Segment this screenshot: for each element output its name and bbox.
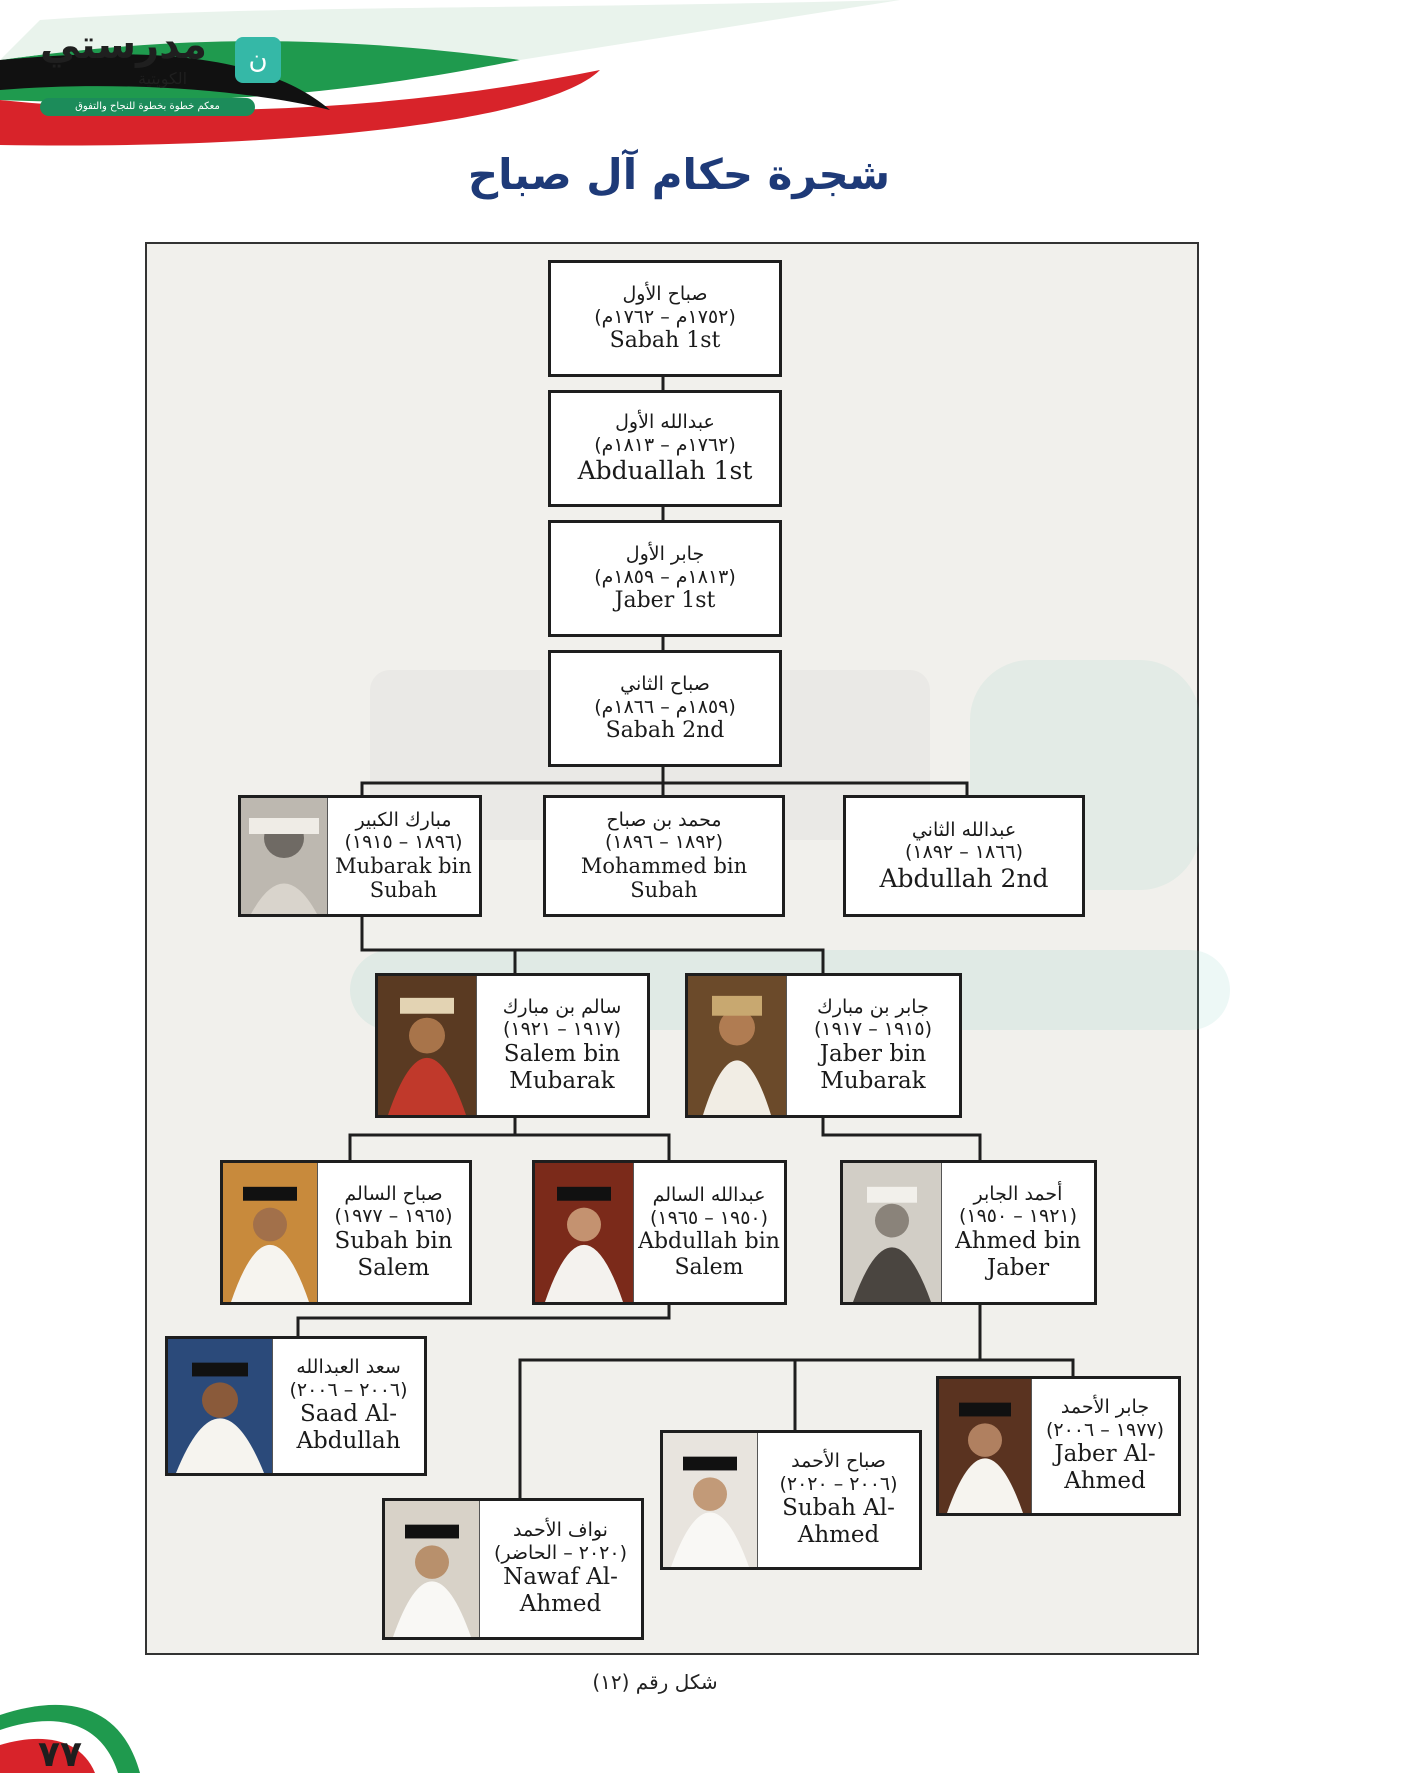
ruler-box-sabah-1st[interactable] <box>548 260 782 377</box>
ruler-name-en: Jaber bin Mubarak <box>819 1040 927 1094</box>
portrait-photo <box>535 1163 634 1302</box>
page-number-band <box>0 1695 170 1773</box>
ruler-years: (١٩٦٥ – ١٩٧٧) <box>334 1205 453 1228</box>
ruler-years: (١٩٧٧ – ٢٠٠٦) <box>1045 1418 1165 1441</box>
ruler-name-ar: جابر بن مبارك <box>817 995 929 1018</box>
ruler-box-abdullah-2nd[interactable] <box>843 795 1085 917</box>
portrait-photo <box>688 976 787 1115</box>
page-title: شجرة حكام آل صباح <box>467 150 891 199</box>
ruler-years: (١٩٢١ – ١٩٥٠) <box>958 1205 1078 1228</box>
ruler-name-en: Sabah 2nd <box>605 717 725 743</box>
ruler-box-subah-al-ahmed[interactable] <box>660 1430 922 1570</box>
logo-sub: الكويتية <box>138 69 188 88</box>
portrait-photo <box>241 798 328 914</box>
ruler-name-en: Salem bin Mubarak <box>503 1040 621 1094</box>
ruler-name-ar: عبدالله السالم <box>652 1184 766 1207</box>
ruler-years: (٢٠٠٦ – ٢٠٠٦) <box>289 1378 408 1401</box>
ruler-name-en: Subah bin Salem <box>334 1227 453 1281</box>
ruler-years: (١٨١٣م – ١٨٥٩م) <box>594 565 736 588</box>
ruler-years: (٢٠٢٠ – الحاضر) <box>494 1541 627 1564</box>
ruler-box-abdullah-al-salem[interactable] <box>532 1160 787 1305</box>
ruler-name-ar: عبدالله الأول <box>615 411 715 434</box>
logo-tagline: معكم خطوة بخطوة للنجاح والتفوق <box>40 98 255 116</box>
ruler-box-sabah-2nd[interactable] <box>548 650 782 767</box>
ruler-name-ar: عبدالله الثاني <box>911 818 1017 841</box>
ruler-name-en: Nawaf Al-Ahmed <box>503 1564 618 1618</box>
ruler-name-ar: نواف الأحمد <box>513 1519 608 1542</box>
ruler-name-en: Jaber 1st <box>614 587 716 613</box>
ruler-box-ahmed-al-jaber[interactable] <box>840 1160 1097 1305</box>
portrait-photo <box>223 1163 318 1302</box>
logo-name: مدرستي <box>40 22 208 68</box>
portrait-photo <box>939 1379 1032 1513</box>
ruler-box-saad-al-abdullah[interactable] <box>165 1336 427 1476</box>
ruler-box-jaber-al-ahmed[interactable] <box>936 1376 1181 1516</box>
portrait-photo <box>378 976 477 1115</box>
ruler-name-ar: جابر الأول <box>625 543 705 566</box>
ruler-name-ar: مبارك الكبير <box>355 808 452 831</box>
portrait-photo <box>663 1433 758 1567</box>
ruler-years: (١٧٥٢م – ١٧٦٢م) <box>594 305 736 328</box>
ruler-name-en: Mubarak bin Subah <box>335 853 472 903</box>
ruler-name-ar: سالم بن مبارك <box>502 995 622 1018</box>
ruler-box-jaber-bin-mubarak[interactable] <box>685 973 962 1118</box>
ruler-name-ar: جابر الأحمد <box>1060 1396 1150 1419</box>
ruler-box-salem-bin-mubarak[interactable] <box>375 973 650 1118</box>
logo-badge-icon: ن <box>235 37 281 83</box>
ruler-box-mohammed-bin-sabah[interactable] <box>543 795 785 917</box>
ruler-years: (١٩٥٠ – ١٩٦٥) <box>649 1206 769 1229</box>
ruler-years: (١٧٦٢م – ١٨١٣م) <box>594 433 736 456</box>
ruler-name-en: Jaber Al-Ahmed <box>1054 1441 1156 1495</box>
ruler-years: (١٨٦٦ – ١٨٩٢) <box>904 841 1024 864</box>
ruler-name-en: Subah Al-Ahmed <box>782 1495 895 1549</box>
ruler-name-ar: صباح السالم <box>344 1182 443 1205</box>
portrait-photo <box>843 1163 942 1302</box>
figure-caption: شكل رقم (١٢) <box>592 1670 718 1694</box>
ruler-name-ar: سعد العبدالله <box>296 1356 401 1379</box>
ruler-years: (١٨٩٦ – ١٩١٥) <box>344 831 463 854</box>
ruler-name-en: Abdullah 2nd <box>879 863 1049 893</box>
page-number: ٧٧ <box>38 1734 82 1775</box>
ruler-name-ar: صباح الأحمد <box>791 1450 886 1473</box>
ruler-box-subah-al-salem[interactable] <box>220 1160 472 1305</box>
ruler-years: (١٨٥٩م – ١٨٦٦م) <box>594 695 736 718</box>
ruler-box-nawaf-al-ahmed[interactable] <box>382 1498 644 1640</box>
ruler-years: (١٨٩٢ – ١٨٩٦) <box>604 831 724 854</box>
ruler-name-en: Abduallah 1st <box>577 456 753 486</box>
ruler-years: (١٩١٧ – ١٩٢١) <box>502 1018 622 1041</box>
ruler-name-ar: صباح الأول <box>622 283 708 306</box>
ruler-name-ar: محمد بن صباح <box>606 808 722 831</box>
portrait-photo <box>385 1501 480 1637</box>
ruler-box-abdullah-1st[interactable] <box>548 390 782 507</box>
ruler-name-en: Mohammed bin Subah <box>580 853 748 903</box>
ruler-name-en: Sabah 1st <box>609 327 721 353</box>
ruler-years: (١٩١٥ – ١٩١٧) <box>813 1018 933 1041</box>
ruler-name-en: Abdullah bin Salem <box>638 1228 780 1280</box>
ruler-box-jaber-1st[interactable] <box>548 520 782 637</box>
portrait-photo <box>168 1339 273 1473</box>
ruler-name-ar: أحمد الجابر <box>973 1182 1063 1205</box>
ruler-name-en: Ahmed bin Jaber <box>955 1227 1081 1281</box>
ruler-name-ar: صباح الثاني <box>620 673 710 696</box>
ruler-name-en: Saad Al-Abdullah <box>296 1401 401 1455</box>
ruler-box-mubarak[interactable] <box>238 795 482 917</box>
ruler-years: (٢٠٠٦ – ٢٠٢٠) <box>779 1472 898 1495</box>
